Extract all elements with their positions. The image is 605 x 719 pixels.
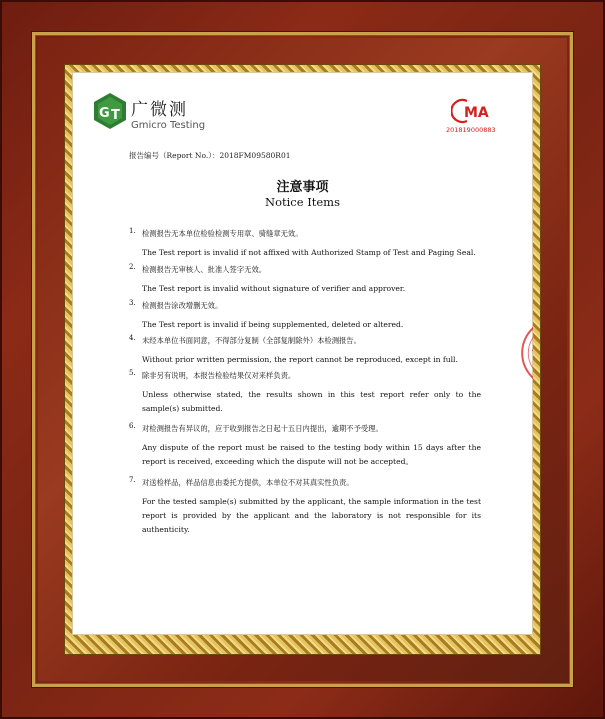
item-text-en: The Test report is invalid if not affixed with Authorized Stamp of Test and Paging Seal. (142, 248, 476, 257)
notice-item-5 (129, 369, 481, 416)
notice-item-2 (129, 263, 481, 296)
item-number: 2. (129, 263, 136, 271)
notice-item-6 (129, 422, 481, 469)
item-number: 5. (129, 369, 136, 377)
item-text-cn: 检测报告无审核人、批准人签字无效。 (142, 265, 267, 274)
item-number: 6. (129, 422, 136, 430)
company-name-cn: 广微测 (131, 100, 188, 120)
item-text-en: Without prior written permission, the report cannot be reproduced, except in full. (142, 355, 458, 364)
cma-mark-text: MA (464, 105, 489, 121)
company-name-en: Gmicro Testing (131, 120, 206, 131)
item-number: 1. (129, 227, 136, 235)
item-number: 4. (129, 334, 136, 342)
svg-text:T: T (111, 108, 120, 123)
notice-item-1 (129, 227, 481, 260)
notice-item-7 (129, 476, 481, 537)
svg-text:G: G (99, 106, 110, 121)
item-text-cn: 对检测报告有异议的，应于收到报告之日起十五日内提出，逾期不予受理。 (142, 424, 383, 433)
item-text-en: Unless otherwise stated, the results shown in this test report refer only to the sample(s) submitted. (142, 390, 481, 413)
report-number: 报告编号（Report No.）：2018FM09580R01 (129, 151, 291, 160)
item-text-cn: 对送检样品，样品信息由委托方提供，本单位不对其真实性负责。 (142, 478, 354, 487)
cma-mark-icon (451, 96, 495, 126)
item-text-cn: 检测报告无本单位检验检测专用章、骑缝章无效。 (142, 229, 303, 238)
item-text-en: The Test report is invalid if being supplemented, deleted or altered. (142, 320, 404, 329)
cma-certificate-number: 201819000883 (446, 126, 496, 134)
page-title-en: Notice Items (265, 195, 340, 209)
certificate-page (72, 72, 533, 635)
item-number: 7. (129, 476, 136, 484)
page-title-cn: 注意事项 (276, 180, 329, 195)
paging-seal-icon (512, 318, 533, 388)
notice-item-4 (129, 334, 481, 367)
item-number: 3. (129, 299, 136, 307)
gmicro-logo-icon (92, 92, 128, 130)
item-text-en: Any dispute of the report must be raised to the testing body within 15 days after the report is received, exceeding which the dispute will not be accepted。 (142, 443, 481, 466)
item-text-cn: 未经本单位书面同意，不得部分复制（全部复制除外）本检测报告。 (142, 336, 361, 345)
item-text-en: For the tested sample(s) submitted by the applicant, the sample information in the test report is provided by the applicant and the laboratory is not responsible for its authenticity. (142, 497, 481, 534)
item-text-en: The Test report is invalid without signature of verifier and approver. (142, 284, 406, 293)
item-text-cn: 除非另有说明，本报告检验结果仅对来样负责。 (142, 371, 296, 380)
notice-item-3 (129, 299, 481, 332)
item-text-cn: 检测报告涂改增删无效。 (142, 301, 223, 310)
